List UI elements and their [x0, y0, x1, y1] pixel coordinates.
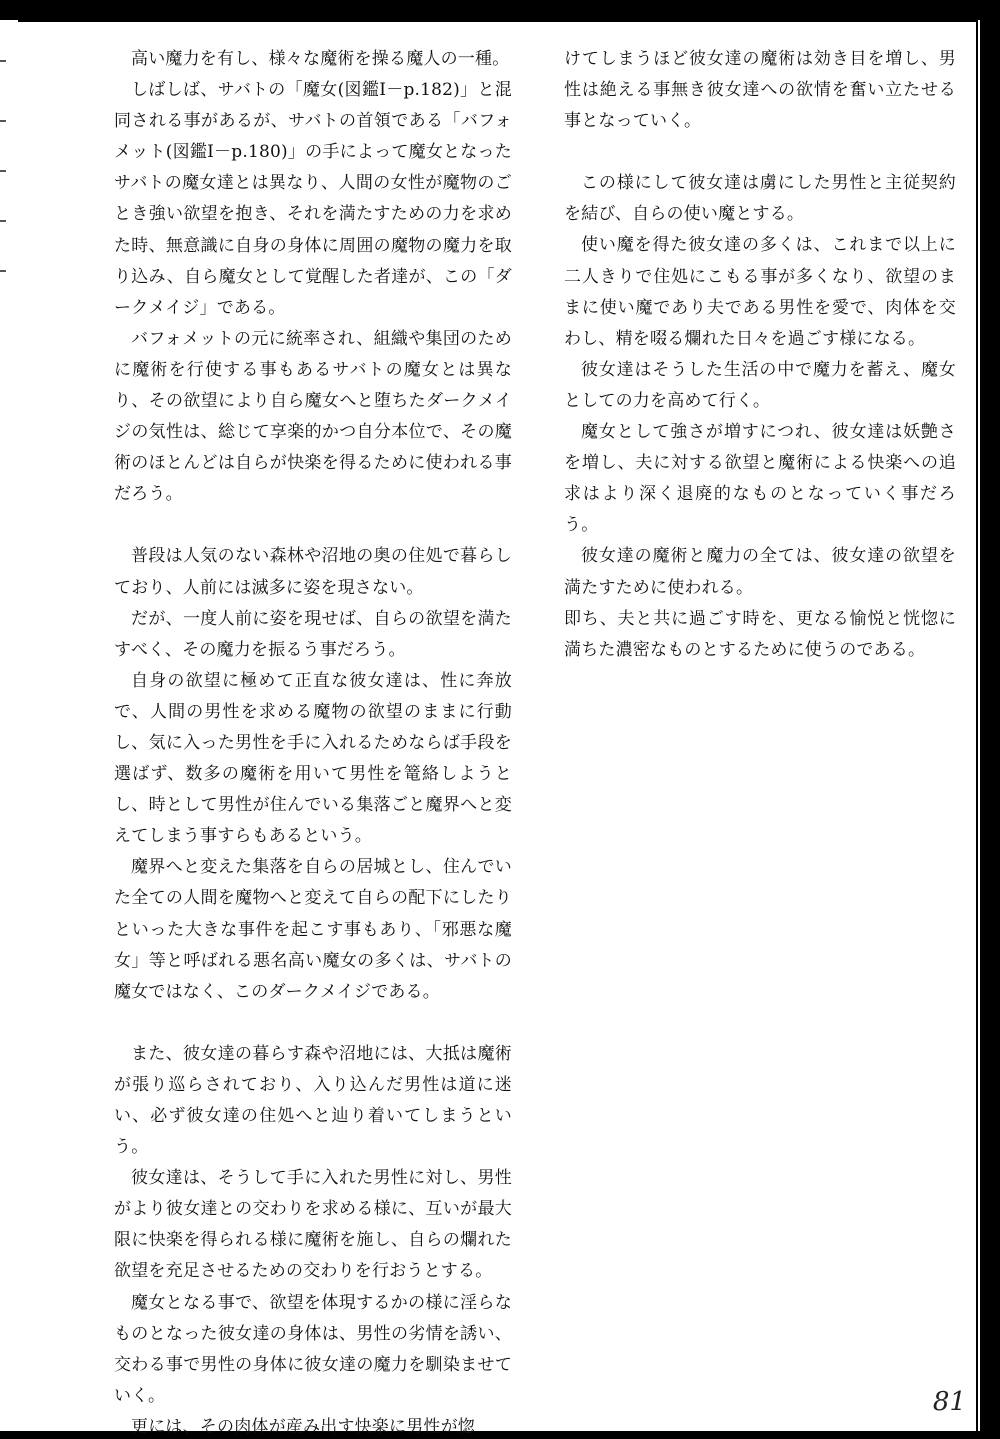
body-paragraph: しばしば、サバトの「魔女(図鑑Ⅰ－p.182)」と混同される事があるが、サバトの首領である「バフォメット(図鑑Ⅰ－p.180)」の手によって魔女となったサバトの魔女達とは異なり、人間の女性が魔物のごとき強い欲望を抱き、それを満たすための力を求めた時、無意識に自身の身体に周囲の魔物の魔力を取り込み、自ら魔女として覚醒した者達が、この「ダークメイジ」である。 — [114, 80, 512, 318]
right-text-column — [564, 44, 956, 666]
body-paragraph: だが、一度人前に姿を現せば、自らの欲望を満たすべく、その魔力を振るう事だろう。 — [114, 608, 512, 660]
body-paragraph: バフォメットの元に統率され、組織や集団のために魔術を行使する事もあるサバトの魔女とは異なり、その欲望により自ら魔女へと堕ちたダークメイジの気性は、総じて享楽的かつ自分本位で、その魔術のほとんどは自らが快楽を得るために使われる事だろう。 — [114, 328, 512, 505]
top-border — [0, 0, 1000, 20]
body-paragraph: 魔界へと変えた集落を自らの居城とし、住んでいた全ての人間を魔物へと変えて自らの配下にしたりといった大きな事件を起こす事もあり、「邪悪な魔女」等と呼ばれる悪名高い魔女の多くは、サバトの魔女ではなく、このダークメイジである。 — [114, 857, 512, 1002]
body-paragraph: この様にして彼女達は虜にした男性と主従契約を結び、自らの使い魔とする。 — [564, 173, 956, 225]
paragraph-gap — [114, 510, 512, 541]
paragraph-gap — [114, 1008, 512, 1039]
left-text-column — [114, 44, 512, 1439]
body-paragraph: 魔女として強さが増すにつれ、彼女達は妖艶さを増し、夫に対する欲望と魔術による快楽への追求はより深く退廃的なものとなっていく事だろう。 — [564, 422, 956, 536]
body-paragraph: 普段は人気のない森林や沼地の奥の住処で暮らしており、人前には滅多に姿を現さない。 — [114, 546, 512, 598]
body-paragraph: けてしまうほど彼女達の魔術は効き目を増し、男性は絶える事無き彼女達への欲情を奮い立たせる事となっていく。 — [564, 49, 956, 132]
binding-edge-marks — [0, 40, 8, 340]
right-border — [980, 0, 1000, 1439]
body-paragraph: 自身の欲望に極めて正直な彼女達は、性に奔放で、人間の男性を求める魔物の欲望のままに行動し、気に入った男性を手に入れるためならば手段を選ばず、数多の魔術を用いて男性を篭絡しようとし、時として男性が住んでいる集落ごと魔界へと変えてしまう事すらもあるという。 — [114, 670, 512, 847]
body-paragraph: 高い魔力を有し、様々な魔術を操る魔人の一種。 — [131, 49, 510, 69]
body-paragraph: 即ち、夫と共に過ごす時を、更なる愉悦と恍惚に満ちた濃密なものとするために使うのである。 — [564, 608, 956, 660]
body-paragraph: 彼女達は、そうして手に入れた男性に対し、男性がより彼女達との交わりを求める様に、互いが最大限に快楽を得られる様に魔術を施し、自らの爛れた欲望を充足させるための交わりを行おうとする。 — [114, 1168, 512, 1282]
body-paragraph: 使い魔を得た彼女達の多くは、これまで以上に二人きりで住処にこもる事が多くなり、欲望のままに使い魔であり夫である男性を愛で、肉体を交わし、精を啜る爛れた日々を過ごす様になる。 — [564, 235, 956, 349]
body-paragraph: 魔女となる事で、欲望を体現するかの様に淫らなものとなった彼女達の身体は、男性の劣情を誘い、交わる事で男性の身体に彼女達の魔力を馴染ませていく。 — [114, 1292, 512, 1406]
body-paragraph: 更には、その肉体が産み出す快楽に男性が惚 — [131, 1416, 475, 1437]
body-paragraph: 彼女達はそうした生活の中で魔力を蓄え、魔女としての力を高めて行く。 — [564, 359, 956, 411]
body-paragraph: また、彼女達の暮らす森や沼地には、大抵は魔術が張り巡らされており、入り込んだ男性は道に迷い、必ず彼女達の住処へと辿り着いてしまうという。 — [114, 1043, 512, 1158]
paragraph-gap — [564, 137, 956, 168]
body-paragraph: 彼女達の魔術と魔力の全ては、彼女達の欲望を満たすために使われる。 — [564, 546, 956, 598]
page-number: 81 — [932, 1387, 966, 1417]
